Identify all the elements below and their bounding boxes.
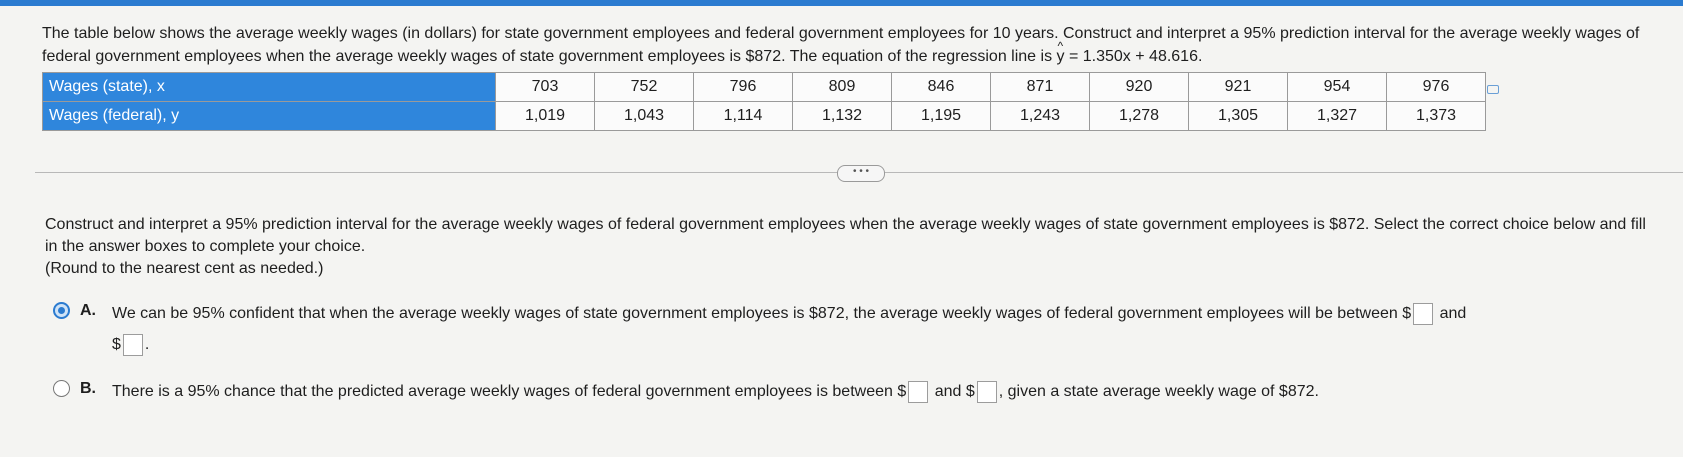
option-a-text-2: and bbox=[1439, 305, 1467, 323]
y-cell: 1,327 bbox=[1288, 102, 1387, 131]
option-b-text bbox=[112, 381, 1672, 403]
option-b-text-1: There is a 95% chance that the predicted average weekly wages of federal government employees is between $ bbox=[112, 383, 907, 401]
wages-table bbox=[42, 72, 1486, 131]
y-cell: 1,243 bbox=[991, 102, 1090, 131]
copy-table-icon[interactable] bbox=[1487, 85, 1499, 94]
y-cell: 1,305 bbox=[1189, 102, 1288, 131]
x-cell: 809 bbox=[793, 73, 892, 102]
x-cell: 976 bbox=[1387, 73, 1486, 102]
option-b-lower-input[interactable] bbox=[908, 381, 928, 403]
y-cell: 1,195 bbox=[892, 102, 991, 131]
question-line-2: (Round to the nearest cent as needed.) bbox=[45, 260, 324, 277]
more-button[interactable]: • • • bbox=[837, 165, 885, 182]
option-a-text-4: . bbox=[144, 336, 150, 354]
y-hat: ^ y bbox=[1057, 45, 1065, 68]
option-a-letter: A. bbox=[80, 302, 96, 319]
option-b-text-3: , given a state average weekly wage of $872. bbox=[998, 383, 1319, 401]
question-line-1: Construct and interpret a 95% prediction interval for the average weekly wages of federal government employees when the average weekly wages of state government employees is $872. Select the correct choice below and fill in the answer boxes to complete your choice. bbox=[45, 216, 1646, 255]
x-cell: 703 bbox=[496, 73, 595, 102]
option-a-text bbox=[112, 303, 1672, 325]
y-cell: 1,019 bbox=[496, 102, 595, 131]
y-cell: 1,114 bbox=[694, 102, 793, 131]
option-b-radio[interactable] bbox=[53, 380, 70, 397]
x-cell: 920 bbox=[1090, 73, 1189, 102]
row-label-federal: Wages (federal), y bbox=[43, 102, 496, 131]
intro-text: The table below shows the average weekly wages (in dollars) for state government employees and federal government employees for 10 years. Construct and interpret a 95% prediction interval for the average weekly wages of federal government employees when the average weekly wages of state government employees is $872. The equation of the regression line is bbox=[42, 25, 1640, 65]
option-b-text-2: and $ bbox=[934, 383, 975, 401]
x-cell: 921 bbox=[1189, 73, 1288, 102]
y-cell: 1,278 bbox=[1090, 102, 1189, 131]
question-text bbox=[45, 214, 1655, 280]
x-cell: 871 bbox=[991, 73, 1090, 102]
equation-rhs: = 1.350x + 48.616. bbox=[1064, 48, 1203, 65]
x-cell: 846 bbox=[892, 73, 991, 102]
option-a-radio[interactable] bbox=[53, 302, 70, 319]
option-a-text-1: We can be 95% confident that when the average weekly wages of state government employees is $872, the average weekly wages of federal government employees will be between $ bbox=[112, 305, 1412, 323]
option-a-upper-input[interactable] bbox=[123, 334, 143, 356]
row-label-state: Wages (state), x bbox=[43, 73, 496, 102]
x-cell: 954 bbox=[1288, 73, 1387, 102]
table-row-federal bbox=[43, 102, 1486, 131]
option-b-upper-input[interactable] bbox=[977, 381, 997, 403]
y-cell: 1,373 bbox=[1387, 102, 1486, 131]
top-accent-bar bbox=[0, 0, 1683, 6]
x-cell: 752 bbox=[595, 73, 694, 102]
x-cell: 796 bbox=[694, 73, 793, 102]
option-a-lower-input[interactable] bbox=[1413, 303, 1433, 325]
option-a-text-3: $ bbox=[112, 336, 121, 354]
option-b-letter: B. bbox=[80, 380, 96, 397]
problem-statement bbox=[42, 22, 1662, 68]
y-cell: 1,132 bbox=[793, 102, 892, 131]
y-cell: 1,043 bbox=[595, 102, 694, 131]
table-row-state bbox=[43, 73, 1486, 102]
option-a-line-2 bbox=[112, 334, 149, 356]
